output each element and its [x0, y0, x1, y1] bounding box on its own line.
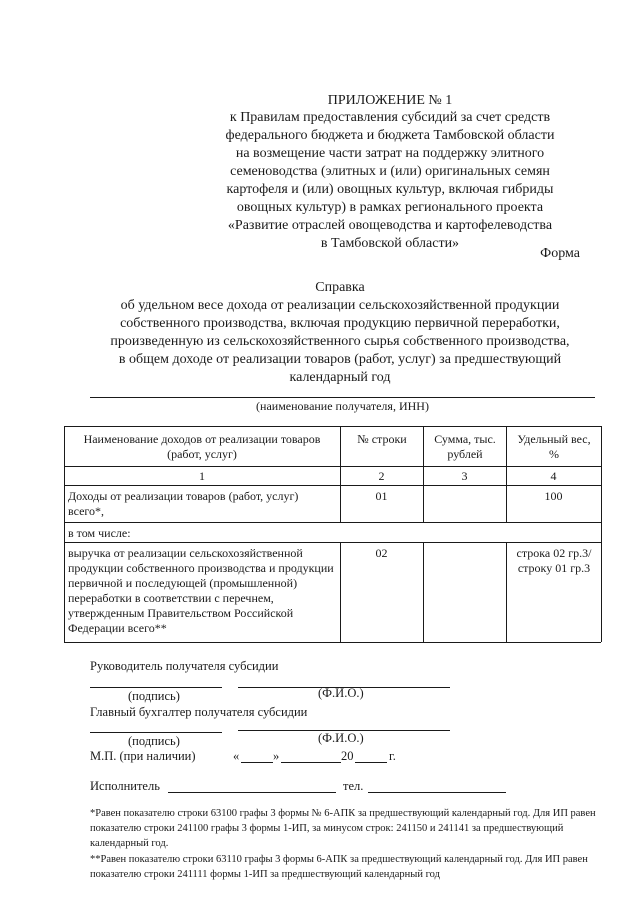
- row1-code: 01: [375, 489, 388, 503]
- certificate-subtitle: [40, 297, 640, 387]
- col-number-1: 1: [199, 469, 205, 483]
- head-sign-line: [90, 687, 222, 688]
- recipient-line: [90, 397, 595, 398]
- recipient-caption: (наименование получателя, ИНН): [256, 399, 429, 413]
- accountant-sign-line: [90, 732, 222, 733]
- row2-share: строка 02 гр.3/ строку 01 гр.3: [516, 546, 592, 575]
- appendix-line: семеноводства (элитных и (или) оригинальных семян: [230, 164, 550, 179]
- accountant-sign-caption: (подпись): [128, 734, 180, 748]
- form-label: Форма: [540, 246, 580, 261]
- phone-line: [368, 792, 506, 793]
- col-number-4: 4: [550, 469, 557, 483]
- including-label: в том числе:: [68, 526, 131, 540]
- appendix-line: к Правилам предоставления субсидий за счет средств: [229, 110, 551, 125]
- appendix-description: [180, 109, 600, 253]
- col-number-3: 3: [461, 469, 468, 483]
- header-share: Удельный вес, %: [517, 432, 591, 461]
- appendix-line: картофеля и (или) овощных культур, включая гибриды: [226, 182, 554, 197]
- footnote-1: *Равен показателю строки 63100 графы 3 формы № 6-АПК за предшествующий календарный год. Для ИП равен показателю строки 241100 графы 3 формы 1-ИП, за минусом строк: 241150 и 241141 за предшествующий календарный год.: [90, 808, 596, 849]
- col-number-2: 2: [378, 469, 385, 483]
- phone-label: тел.: [343, 779, 364, 793]
- executor-label: Исполнитель: [90, 779, 160, 793]
- head-sign-caption: (подпись): [128, 689, 180, 703]
- accountant-fio-caption: (Ф.И.О.): [318, 731, 364, 745]
- appendix-line: в Тамбовской области»: [320, 236, 460, 251]
- header-row-number: № строки: [357, 432, 407, 446]
- footnote-2: **Равен показателю строки 63110 графы 3 формы 6-АПК за предшествующий календарный год. Для ИП равен показателю строки 241111 формы 1-ИП за предшествующий календарный год: [90, 854, 588, 880]
- header-sum: Сумма, тыс. рублей: [434, 432, 496, 461]
- certificate-line: об удельном весе дохода от реализации сельскохозяйственной продукции: [120, 298, 560, 313]
- appendix-line: федерального бюджета и бюджета Тамбовской области: [225, 128, 555, 143]
- header-name: Наименование доходов от реализации товаров (работ, услуг): [83, 432, 321, 461]
- appendix-title: ПРИЛОЖЕНИЕ № 1: [327, 93, 453, 108]
- head-label: Руководитель получателя субсидии: [90, 659, 279, 673]
- row2-code: 02: [375, 546, 388, 560]
- certificate-line: собственного производства, включая продукцию первичной переработки,: [120, 316, 560, 331]
- row2-name: выручка от реализации сельскохозяйственной продукции собственного производства и продукции первичной и последующей (промышленной) переработки в соответствии с перечнем, утвержденным Правительством Российской Федерации всего**: [68, 546, 334, 635]
- head-fio-caption: (Ф.И.О.): [318, 686, 364, 700]
- row1-name: Доходы от реализации товаров (работ, услуг) всего*,: [68, 489, 299, 518]
- row1-share: 100: [544, 489, 563, 503]
- certificate-line: произведенную из сельскохозяйственного сырья собственного производства,: [110, 334, 570, 349]
- certificate-line: в общем доходе от реализации товаров (работ, услуг) за предшествующий: [118, 352, 562, 367]
- appendix-line: овощных культур) в рамках регионального проекта: [236, 200, 544, 215]
- executor-line: [168, 792, 336, 793]
- appendix-line: «Развитие отраслей овощеводства и картофелеводства: [227, 218, 553, 233]
- accountant-label: Главный бухгалтер получателя субсидии: [90, 705, 308, 719]
- stamp-label: М.П. (при наличии): [90, 749, 196, 763]
- certificate-title: Справка: [315, 280, 365, 295]
- appendix-line: на возмещение части затрат на поддержку элитного: [235, 146, 545, 161]
- certificate-line: календарный год: [289, 370, 391, 385]
